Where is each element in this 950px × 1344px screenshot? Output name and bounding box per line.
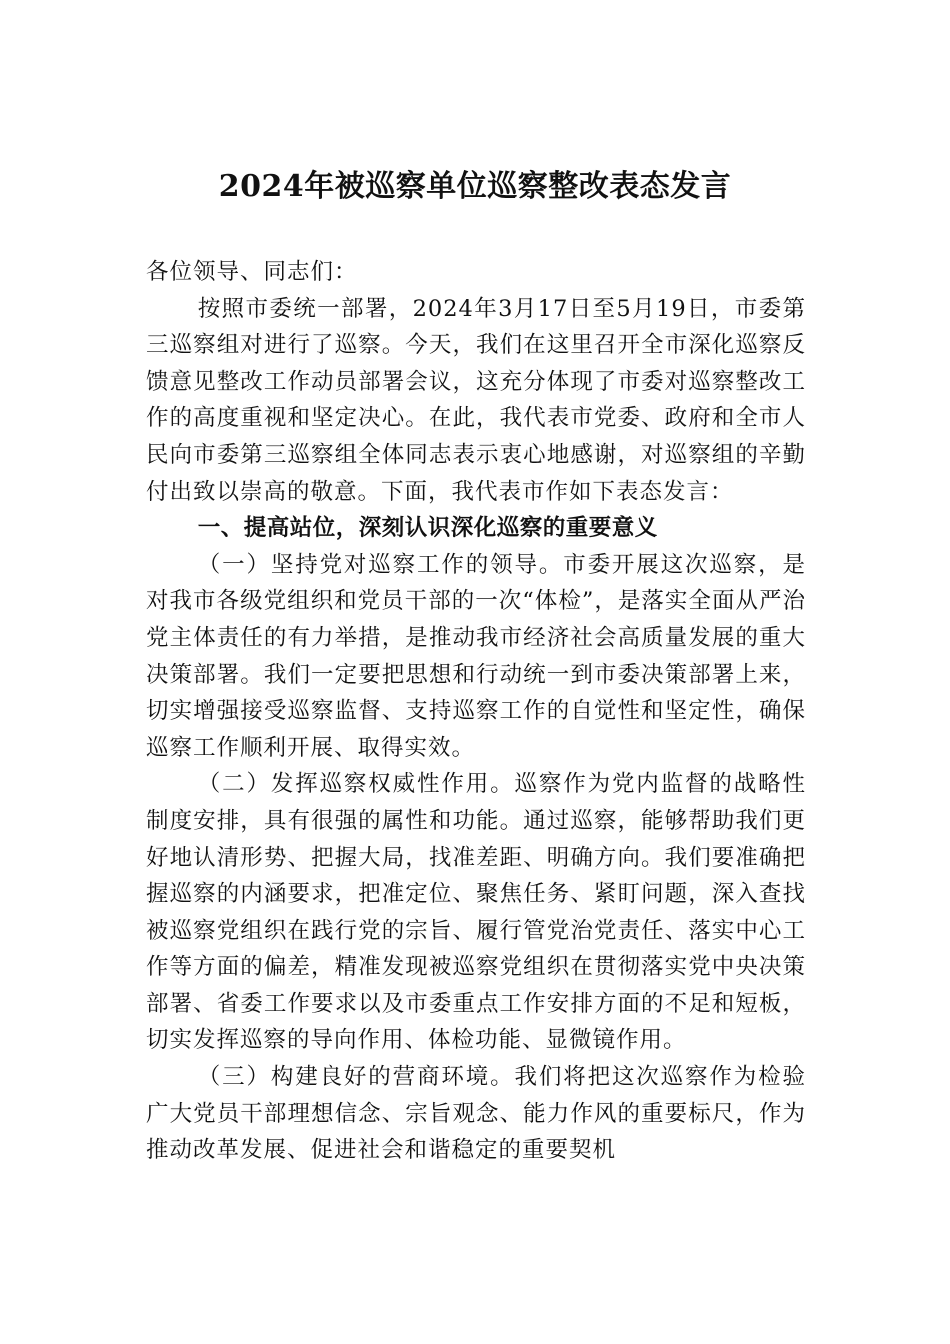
document-title: 2024年被巡察单位巡察整改表态发言 — [218, 169, 732, 204]
item-lead-1: （一）坚持党对巡察工作的领导。 — [197, 551, 564, 578]
section-heading: 一、提高站位，深刻认识深化巡察的重要意义 — [197, 515, 658, 542]
item-text-3: 我们将把这次巡察作为检验广大党员干部理想信念、宗旨观念、能力作风的重要标尺，作为推动改革发展、促进社会和谐稳定的重要契机 — [146, 1064, 806, 1164]
item-text-1: 市委开展这次巡察，是对我市各级党组织和党员干部的一次“体检”，是落实全面从严治党主体责任的有力举措，是推动我市经济社会高质量发展的重大决策部署。我们一定要把思想和行动统一到市委决策部署上来，切实增强接受巡察监督、支持巡察工作的自觉性和坚定性，确保巡察工作顺利开展、取得实效。 — [146, 551, 806, 761]
item-paragraph-2 — [146, 766, 806, 1059]
item-lead-3: （三）构建良好的营商环境。 — [197, 1064, 515, 1091]
item-lead-2: （二）发挥巡察权威性作用。 — [197, 771, 515, 798]
item-paragraph-3 — [146, 1059, 806, 1169]
item-paragraph-1 — [146, 547, 806, 767]
item-text-2: 巡察作为党内监督的战略性制度安排，具有很强的属性和功能。通过巡察，能够帮助我们更好地认清形势、把握大局，找准差距、明确方向。我们要准确把握巡察的内涵要求，把准定位、聚焦任务、紧盯问题，深入查找被巡察党组织在践行党的宗旨、履行管党治党责任、落实中心工作等方面的偏差，精准发现被巡察党组织在贯彻落实党中央决策部署、省委工作要求以及市委重点工作安排方面的不足和短板，切实发挥巡察的导向作用、体检功能、显微镜作用。 — [146, 771, 806, 1054]
intro-paragraph: 按照市委统一部署，2024年3月17日至5月19日，市委第三巡察组对进行了巡察。今天，我们在这里召开全市深化巡察反馈意见整改工作动员部署会议，这充分体现了市委对巡察整改工作的高度重视和坚定决心。在此，我代表市党委、政府和全市人民向市委第三巡察组全体同志表示衷心地感谢，对巡察组的辛勤付出致以崇高的敬意。下面，我代表市作如下表态发言： — [146, 295, 806, 505]
salutation: 各位领导、同志们： — [146, 259, 358, 285]
document-body — [146, 254, 806, 1169]
